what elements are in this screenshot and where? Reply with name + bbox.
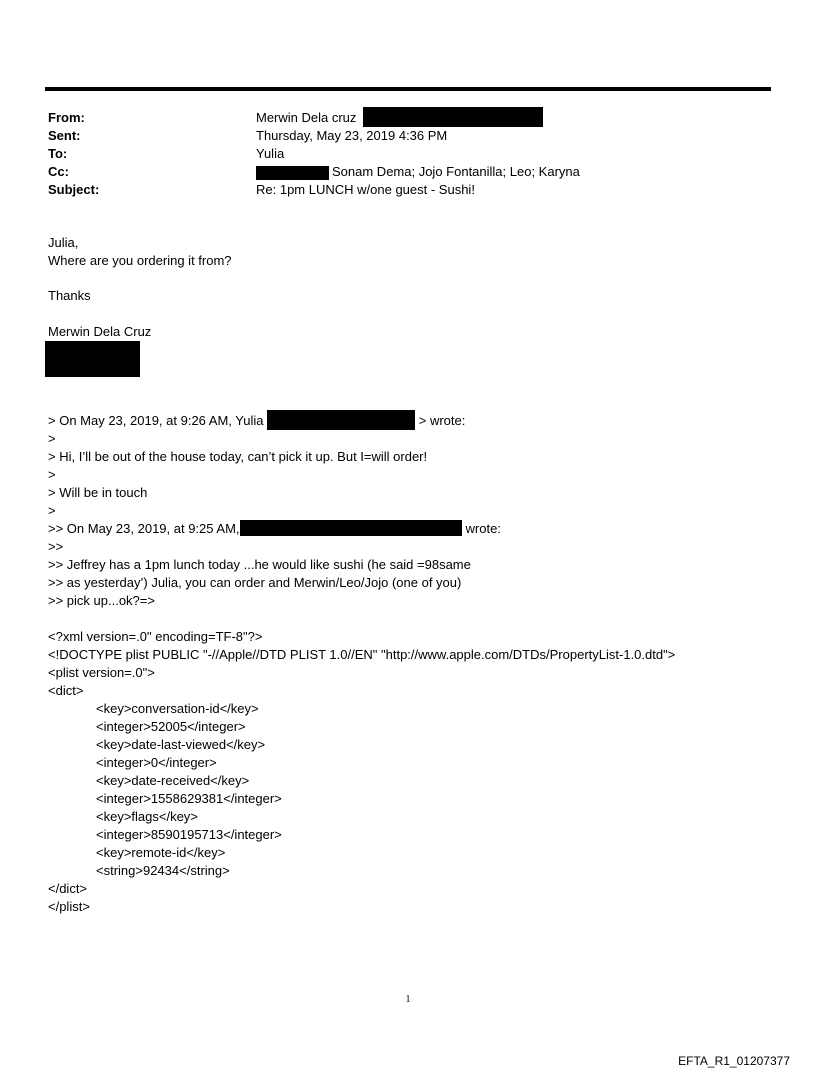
plist-line: <!DOCTYPE plist PUBLIC "-//Apple//DTD PLIST 1.0//EN" "http://www.apple.com/DTDs/PropertyList-1.0.dtd"> <box>48 647 676 662</box>
redaction-box <box>240 520 462 536</box>
quoted-line: > <box>48 431 56 447</box>
plist-line: <key>flags</key> <box>96 809 198 824</box>
plist-line: <key>date-last-viewed</key> <box>96 737 266 752</box>
redaction-box <box>267 410 415 430</box>
sent-value: Thursday, May 23, 2019 4:36 PM <box>256 128 448 143</box>
plist-line: <integer>0</integer> <box>96 755 217 770</box>
plist-line: <?xml version=.0" encoding=TF-8"?> <box>48 629 263 644</box>
quoted-line: > On May 23, 2019, at 9:26 AM, Yulia > wrote: <box>48 412 501 430</box>
plist-line: <integer>52005</integer> <box>96 719 246 734</box>
signature-name: Merwin Dela Cruz <box>48 324 152 339</box>
plist-line: </plist> <box>48 899 90 914</box>
cc-label: Cc: <box>48 164 69 179</box>
subject-label: Subject: <box>48 182 100 197</box>
quoted-line: >> On May 23, 2019, at 9:25 AM, wrote: <box>48 521 501 537</box>
page-number: 1 <box>405 994 411 1005</box>
plist-line: <plist version=.0"> <box>48 665 155 680</box>
redaction-box <box>256 166 329 180</box>
thanks-line: Thanks <box>48 288 91 303</box>
quoted-line: > <box>48 467 56 483</box>
quoted-line: > Will be in touch <box>48 485 148 501</box>
plist-line: </dict> <box>48 881 88 896</box>
redaction-box <box>363 107 543 127</box>
quoted-line: >> as yesterday’) Julia, you can order and Merwin/Leo/Jojo (one of you) <box>48 575 462 591</box>
from-label: From: <box>48 110 85 125</box>
message-line: Where are you ordering it from? <box>48 253 232 268</box>
quoted-thread <box>48 412 501 610</box>
to-value: Yulia <box>256 146 285 161</box>
message-body <box>48 234 232 270</box>
header-rule <box>45 87 771 91</box>
signature-redaction <box>45 341 140 377</box>
quoted-line: >> pick up...ok?=> <box>48 593 155 609</box>
sent-label: Sent: <box>48 128 81 143</box>
quoted-line: > <box>48 503 56 519</box>
plist-line: <key>conversation-id</key> <box>96 701 259 716</box>
plist-block <box>48 628 675 916</box>
plist-line: <key>remote-id</key> <box>96 845 226 860</box>
cc-value: Sonam Dema; Jojo Fontanilla; Leo; Karyna <box>332 164 580 179</box>
quoted-line: >> <box>48 539 64 555</box>
bates-number: EFTA_R1_01207377 <box>678 1054 790 1068</box>
quoted-line: > Hi, I’ll be out of the house today, can’t pick it up. But I=will order! <box>48 449 428 465</box>
plist-line: <integer>1558629381</integer> <box>96 791 282 806</box>
plist-line: <string>92434</string> <box>96 863 230 878</box>
quoted-line: >> Jeffrey has a 1pm lunch today ...he would like sushi (he said =98same <box>48 557 471 573</box>
plist-line: <integer>8590195713</integer> <box>96 827 282 842</box>
subject-value: Re: 1pm LUNCH w/one guest - Sushi! <box>256 182 475 197</box>
plist-line: <key>date-received</key> <box>96 773 250 788</box>
to-label: To: <box>48 146 68 161</box>
plist-line: <dict> <box>48 683 84 698</box>
from-value: Merwin Dela cruz <box>256 110 357 125</box>
greeting: Julia, <box>48 235 79 250</box>
